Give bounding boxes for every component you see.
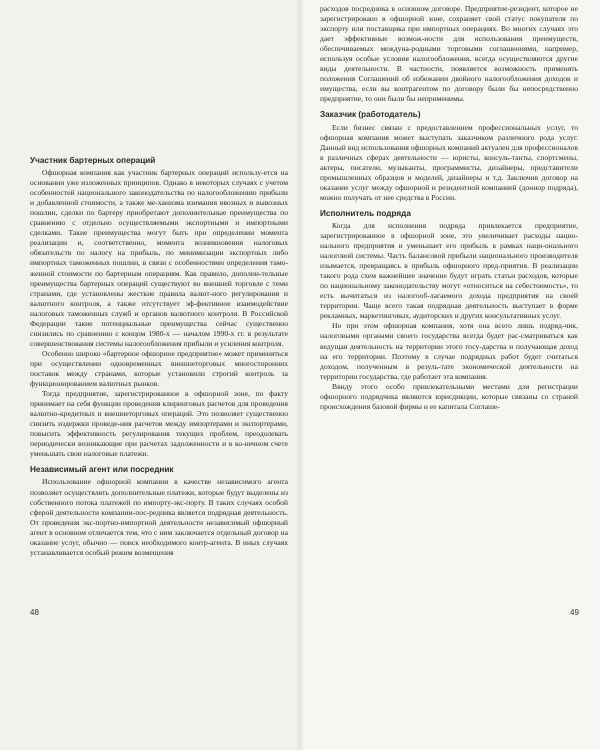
section-heading: Заказчик (работодатель) [320, 110, 421, 120]
section-heading: Исполнитель подряда [320, 208, 411, 218]
section-heading: Участник бартерных операций [30, 156, 156, 165]
paragraph: Офшорная компания как участник бартерных операций использу-ется на основании уже изложенных принципов. Однако в некоторых случаях с учетом особенностей национального законодательства по налогообложению прибыли и добавленной стоимости, а также ме-ханизма взимания ввозных и вывозных пошлин, сделки по бартеру приобретают дополнительные преимущества по сравнению с отдельно осуществляемыми экспортными и импортными сделками. Такие преимущества могут быть при определении момента реализации и, соответственно, момента возникновения налоговых обязательств по налогу на прибыль, по минимизации экспортных либо импортных таможенных пошлин, в связи с особенностями определения тамо-женной стоимости по бартерным операциям. Как правило, дополни-тельные преимущества бартерных операций существуют во внешней торговле с теми странами, где установлены жесткие правила валют-ного регулирования и валютного контроля, а также отсутствует эф-фективное взаимодействие налоговых таможенных служб и органов валютного контроля. В Российской Федерации такие потенциальные преимущества сейчас существенно снизились по сравнению с концом 1980-х — началом 1990-х гг. в результате совершенствования системы налогообложения прибыли и усиления контроля. [30, 168, 288, 348]
paragraph: Особенно широко «бартерное офшорное предприятие» может применяться при осуществлении одновременных внешнеторговых многосторонних поставок между странами, которые установили строгий контроль за функционированием валютных рынков. [30, 348, 288, 389]
paragraph: Ввиду этого особо привлекательными местами для регистрации офшорного подрядчика являются юрисдикции, которые связаны со страной происхождения базовой фирмы и ее капитала Соглаше- [320, 381, 578, 411]
paragraph: Когда для исполнения подряда привлекается предприятие, зарегистрированное в офшорной зоне, это увеличивает расходы нацио-нального предприятия и уменьшает его прибыль в рамках наци-онального налоговой системы. Часть балансовой прибыли национального производителя изымается, превращаясь в прибыль офшорного пред-приятия. В реализации такого рода схем важнейшее значение будут играть статьи расходов, которые по национальному законодательству могут «относиться на себестоимость», то есть вычитаться из налогооб-лагаемого дохода предприятия на своей территории. Чаще всего такая подрядная деятельность выступает в форме рекламных, маркетинговых, аудиторских и других консультативных услуг. [320, 220, 578, 321]
right-page [300, 0, 600, 750]
paragraph: Тогда предприятие, зарегистрированное в офшорной зоне, по факту принимает на себя функции проведения клиринговых расчетов для проведения валютно-кредитных и внешнеторговых операций. Это позволяет существенно снизить издержки проведе-ния расчетов между импортерами и экспортерами, повысить эффективность регулирования текущих проблем, преодолевать периодически возникающие при расчетах задолженности и в ко-нечном счете уменьшать свои налоговые платежи. [30, 389, 288, 459]
paragraph: Но при этом офшорная компания, хотя она всего лишь подряд-чик, налоговыми органами своего государства всегда будет рас-сматриваться как ведущая деятельность на территории этого госу-дарства и получающая доход на его территории. Поэтому в случае подрядных работ будет считаться доходом, полученным в резуль-тате экономической деятельности на территории государства, где работает эта компания. [320, 321, 578, 381]
paragraph: Использование офшорной компании в качестве независимого агента позволяет осуществлять дополнительные платежи, которые будут выделены из собственного потока платежей по импорту-экс-порту. В таких случаях особой сферой деятельности компании-пос-редника является подрядная деятельность. От проведения экс-портно-импортной деятельности независимый офшорный агент в основном отличается тем, что с ним заключается отдельный договор на оказание услуг, обычно — поиск необходимого контр-агента. В иных случаях устанавливается особый режим возмещения [30, 477, 288, 557]
section-heading: Независимый агент или посредник [30, 465, 174, 475]
paragraph: расходов посредника в основном договоре. Предприятие-резидент, которое не зарегистрировано в офшорной зоне, сохраняет свой статус покупателя по экспорту или поставщика при импортных операциях. Во многих случаях это дает эффективные возмож-ности для использования преимуществ, обеспечиваемых междуна-родными торговыми соглашениями, например, используя особые условия налогообложения, всегда осуществляются другие виды деятельности. В частности, появляется возможность применять положения Соглашений об избежании двойного налогообложения доходов и имущества, если вы контрагентом по договору были бы непосредственно предприятие, то они были бы неприменимы. [320, 4, 578, 104]
page-number: 48 [30, 608, 39, 617]
left-page-text [30, 150, 288, 558]
paragraph: Если бизнес связан с предоставлением профессиональных услуг, то офшорная компания может выступать заказчиком различного рода услуг. Данный вид использования офшорных компаний актуален для профессионалов в различных сферах деятельности — юристы, консуль-танты, спортсмены, актеры, писатели, музыканты, программисты, дизайнеры, представители промышленных образцов и моделей, дизайнеры и т.д. Заключив договор на оказание услуг между офшорной и резидентной компанией (донноp подряда), можно получать от нее средства в России. [320, 122, 578, 202]
book-gutter [296, 0, 304, 750]
right-page-text [320, 4, 578, 412]
page-number: 49 [570, 608, 579, 617]
